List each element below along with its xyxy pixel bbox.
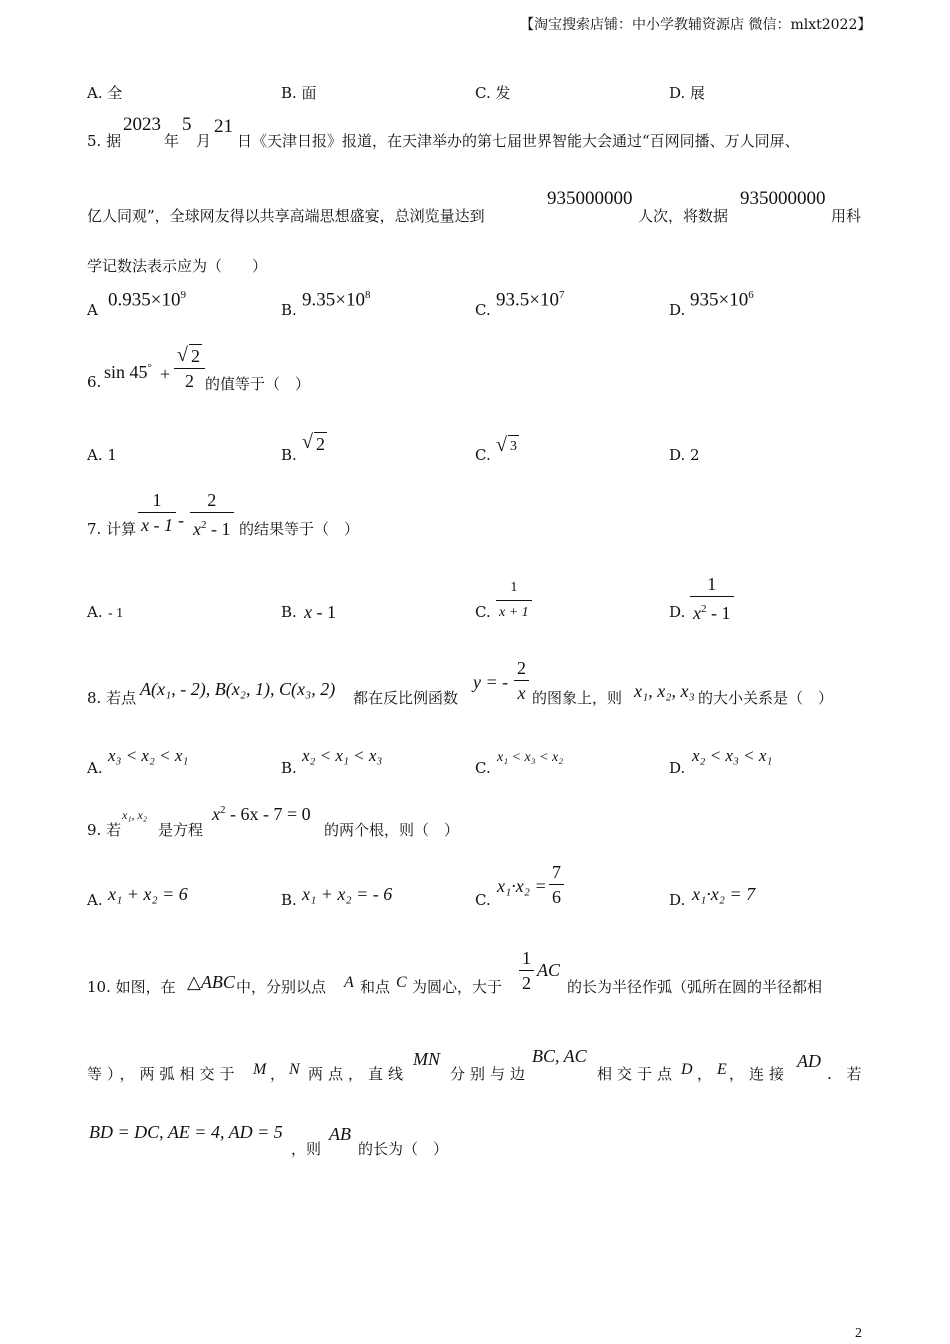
q9-option-c-label: C. xyxy=(475,891,491,909)
q5-option-d: $935\times 10^6$ xyxy=(690,289,754,311)
q9-mid: 是方程 xyxy=(158,821,204,839)
q10-ac: AC xyxy=(537,960,561,980)
q9-vars: x₁, x₂ xyxy=(122,808,147,822)
q10-p2: 和点 xyxy=(360,978,391,996)
q9-number: 9. 若 xyxy=(87,821,122,839)
q10-l2-a: 等），两弧相交于 xyxy=(87,1065,240,1083)
q5-month: 5 xyxy=(182,114,192,135)
q6-number: 6. xyxy=(87,373,102,391)
q5-option-a-label: A xyxy=(87,301,98,319)
q10-l2-b: 两点，直线 xyxy=(308,1065,409,1083)
q10-ad: AD xyxy=(797,1051,821,1071)
q10-comma-1: ， xyxy=(270,1065,286,1083)
q8-func-lhs: y = - xyxy=(473,672,509,692)
q8-option-d: x₂ < x₃ < x₁ xyxy=(692,746,773,765)
q10-p1: 中，分别以点 xyxy=(236,978,327,996)
q5-line2-b: 人次，将数据 xyxy=(638,207,729,225)
q4-option-d: D. 展 xyxy=(669,84,706,102)
q9-equation: $x^2 - 6x - 7 = 0$ xyxy=(212,804,311,824)
q9-option-a-label: A. xyxy=(87,891,103,909)
q7-option-c-label: C. xyxy=(475,603,491,621)
q8-option-a-label: A. xyxy=(87,759,103,777)
q8-points: A(x₁, - 2), B(x₂, 1), C(x₃, 2) xyxy=(140,679,336,699)
q5-number-value: 935000000 xyxy=(547,188,633,209)
page-number: 2 xyxy=(855,1326,862,1341)
q5-day: 21 xyxy=(214,116,233,137)
q10-triangle: △ABC xyxy=(187,972,235,992)
q10-p3: 为圆心，大于 xyxy=(412,978,503,996)
q5-option-b: $9.35\times 10^8$ xyxy=(302,289,371,311)
q8-tail-b: 的大小关系是（ ） xyxy=(698,689,834,707)
q7-option-a-label: A. xyxy=(87,603,103,621)
q10-l2-e: ，连接 xyxy=(729,1065,790,1083)
header-note: 【淘宝搜索店铺：中小学教辅资源店 微信：mlxt2022】 xyxy=(520,17,872,33)
q5-number-value-2: 935000000 xyxy=(740,188,826,209)
q4-option-b: B. 面 xyxy=(281,84,317,102)
q10-l2-f: . 若 xyxy=(827,1065,867,1083)
q6-tail: 的值等于（ ） xyxy=(205,375,311,393)
q6-sin: sin 45° xyxy=(104,362,152,382)
q7-tail: 的结果等于（ ） xyxy=(239,520,360,538)
q9-option-a: x₁ + x₂ = 6 xyxy=(108,884,188,904)
q6-fraction: √ $\frac{2}{2}$ xyxy=(174,344,205,393)
q7-fraction-1: $\frac{1}{x - 1}$ xyxy=(138,488,176,537)
q5-line1: 日《天津日报》报道，在天津举办的第七届世界智能大会通过“百网同播、万人同屏、 xyxy=(237,132,800,150)
q9-option-d-label: D. xyxy=(669,891,686,909)
q6-option-a: A. 1 xyxy=(87,446,117,464)
q8-option-d-label: D. xyxy=(669,759,686,777)
q10-mn: MN xyxy=(413,1049,440,1069)
q10-number: 10. 如图，在 xyxy=(87,978,176,996)
q5-year-char: 年 xyxy=(164,132,180,150)
q6-option-c-label: C. xyxy=(475,446,491,464)
q5-option-b-label: B. xyxy=(281,301,297,319)
q10-point-m: M xyxy=(253,1061,267,1078)
q5-month-char: 月 xyxy=(196,132,212,150)
q7-option-c: $\frac{1}{x + 1}$ xyxy=(496,576,532,625)
q5-line3: 学记数法表示应为（ ） xyxy=(87,257,268,275)
q8-mid: 都在反比例函数 xyxy=(353,689,459,707)
q7-option-d-label: D. xyxy=(669,603,686,621)
q7-fraction-2: $\frac{2}{x^2 - 1}$ xyxy=(190,488,234,541)
q5-line2-a: 亿人同观”，全球网友得以共享高端思想盛宴，总浏览量达到 xyxy=(87,207,485,225)
q6-option-b: √ 2 xyxy=(302,432,327,455)
q8-number: 8. 若点 xyxy=(87,689,137,707)
q8-option-b-label: B. xyxy=(281,759,297,777)
q9-option-c-fraction: $\frac{7}{6}$ xyxy=(549,860,564,909)
q10-l2-c: 分别与边 xyxy=(450,1065,531,1083)
q8-func-fraction: $\frac{2}{x}$ xyxy=(514,656,529,705)
q7-minus: - xyxy=(178,510,184,530)
q8-vars: x₁, x₂, x₃ xyxy=(634,681,695,701)
q4-option-a: A. 全 xyxy=(87,84,123,102)
q10-half-fraction: $\frac{1}{2}$ xyxy=(519,946,534,995)
q9-option-b: x₁ + x₂ = - 6 xyxy=(302,884,393,904)
q10-p4: 的长为半径作弧（弧所在圆的半径都相 xyxy=(567,978,823,996)
q10-point-d: D xyxy=(681,1061,693,1078)
q10-l3-a: ，则 xyxy=(291,1140,322,1158)
q9-option-b-label: B. xyxy=(281,891,297,909)
q7-number: 7. 计算 xyxy=(87,520,137,538)
q10-condition: BD = DC, AE = 4, AD = 5 xyxy=(89,1122,283,1142)
q10-l3-b: 的长为（ ） xyxy=(358,1140,449,1158)
q10-point-n: N xyxy=(289,1061,300,1078)
q10-point-e: E xyxy=(717,1061,727,1078)
q9-option-c-lhs: x₁·x₂ = xyxy=(497,876,547,896)
q8-option-b: x₂ < x₁ < x₃ xyxy=(302,746,383,765)
q10-point-a: A xyxy=(344,974,354,991)
q7-option-d: $\frac{1}{x^2 - 1}$ xyxy=(690,572,734,625)
q5-option-c-label: C. xyxy=(475,301,491,319)
q6-option-c: √ 3 xyxy=(496,435,519,458)
q6-plus: + xyxy=(160,364,171,384)
q7-option-b: x - 1 xyxy=(304,602,336,622)
q8-option-c: x₁ < x₃ < x₂ xyxy=(497,750,564,765)
q5-number: 5. 据 xyxy=(87,132,122,150)
q9-tail: 的两个根，则（ ） xyxy=(324,821,460,839)
q5-year: 2023 xyxy=(123,114,161,135)
q5-option-a: $0.935\times 10^9$ xyxy=(108,289,186,311)
q10-l2-d: 相交于点 xyxy=(597,1065,678,1083)
q8-option-a: x₃ < x₂ < x₁ xyxy=(108,746,189,765)
q6-option-b-label: B. xyxy=(281,446,297,464)
q5-option-c: $93.5\times 10^7$ xyxy=(496,289,565,311)
q8-option-c-label: C. xyxy=(475,759,491,777)
q10-comma-2: ， xyxy=(697,1065,713,1083)
q5-line2-c: 用科 xyxy=(831,207,862,225)
q8-tail-a: 的图象上，则 xyxy=(532,689,623,707)
q10-bc-ac: BC, AC xyxy=(532,1046,587,1066)
q4-option-c: C. 发 xyxy=(475,84,511,102)
q7-option-a: - 1 xyxy=(108,606,124,621)
q10-point-c: C xyxy=(396,974,407,991)
q6-option-d: D. 2 xyxy=(669,446,700,464)
q10-ab: AB xyxy=(329,1124,351,1144)
q5-option-d-label: D. xyxy=(669,301,686,319)
q7-option-b-label: B. xyxy=(281,603,297,621)
q9-option-d: x₁·x₂ = 7 xyxy=(692,884,756,904)
